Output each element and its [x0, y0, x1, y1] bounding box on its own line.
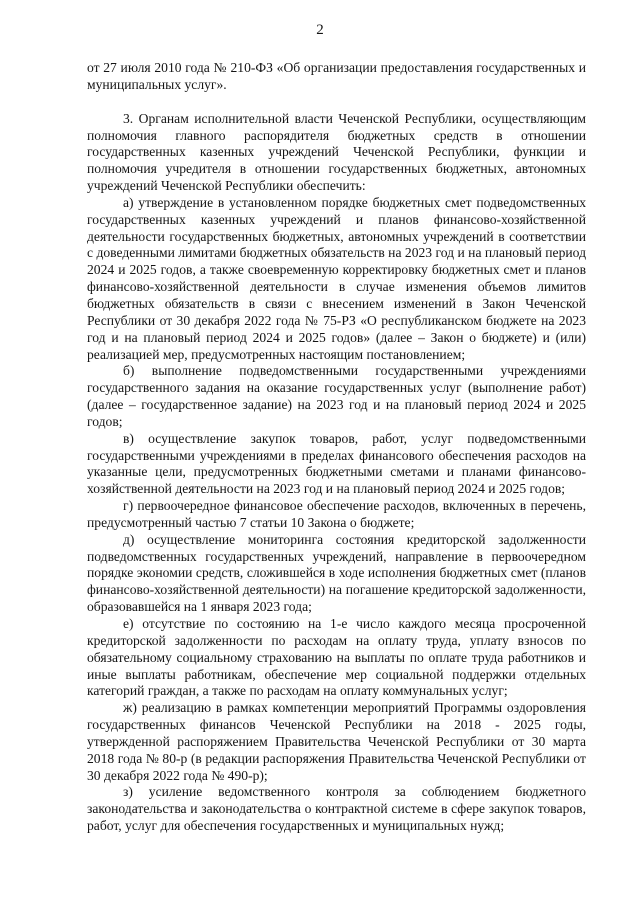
paragraph-item-z: з) усиление ведомственного контроля за соблюдением бюджетного законодательства и законодательства о контрактной системе в сфере закупок товаров, работ, услуг для обеспечения государственных и муниципальных нужд; — [87, 784, 586, 834]
paragraph-item-v: в) осуществление закупок товаров, работ, услуг подведомственными государственными учреждениями в пределах финансового обеспечения расходов на указанные цели, предусмотренных бюджетными сметами и планами финансово-хозяйственной деятельности на 2023 год и на плановый период 2024 и 2025 годов; — [87, 430, 586, 497]
paragraph-item-d: д) осуществление мониторинга состояния кредиторской задолженности подведомственных государственных учреждений, направление в первоочередном порядке экономии средств, сложившейся в ходе исполнения бюджетных смет (планов финансово-хозяйственной деятельности) на погашение кредиторской задолженности, образовавшейся на 1 января 2023 года; — [87, 531, 586, 615]
paragraph-item-b: б) выполнение подведомственными государственными учреждениями государственного задания на оказание государственных услуг (выполнение работ) (далее – государственное задание) на 2023 год и на плановый период 2024 и 2025 годов; — [87, 363, 586, 429]
document-body — [87, 60, 586, 835]
paragraph-item-e: е) отсутствие по состоянию на 1-е число каждого месяца просроченной кредиторской задолженности по расходам на оплату труда, уплату взносов по обязательному социальному страхованию на выплаты по оплате труда работников и иные выплаты работникам, обеспечение мер социальной поддержки отдельных категорий граждан, а также по расходам на оплату коммунальных услуг; — [87, 616, 586, 699]
paragraph-item-a: а) утверждение в установленном порядке бюджетных смет подведомственных государственных казенных учреждений и планов финансово-хозяйственной деятельности государственных бюджетных, автономных учреждений в соответствии с доведенными лимитами бюджетных обязательств на 2023 год и на плановый период 2024 и 2025 годов, а также своевременную корректировку бюджетных смет и планов финансово-хозяйственной деятельности в случае изменения объемов лимитов бюджетных обязательств в связи с внесением изменений в Закон Чеченской Республики от 30 декабря 2022 года № 75-РЗ «О республиканском бюджете на 2023 год и на плановый период 2024 и 2025 годов» (далее – Закон о бюджете) и (или) реализацией мер, предусмотренных настоящим постановлением; — [87, 194, 586, 362]
paragraph-law-reference: от 27 июля 2010 года № 210-ФЗ «Об организации предоставления государственных и муниципальных услуг». — [87, 60, 586, 92]
paragraph-item-zh: ж) реализацию в рамках компетенции мероприятий Программы оздоровления государственных финансов Чеченской Республики на 2018 - 2025 годы, утвержденной распоряжением Правительства Чеченской Республики от 30 марта 2018 года № 80-р (в редакции распоряжения Правительства Чеченской Республики от 30 декабря 2022 года № 490-р); — [87, 700, 586, 783]
paragraph-section-3: 3. Органам исполнительной власти Чеченской Республики, осуществляющим полномочия главного распорядителя бюджетных средств в отношении государственных казенных учреждений Чеченской Республики, функции и полномочия учредителя в отношении государственных бюджетных, автономных учреждений Чеченской Республики обеспечить: — [87, 110, 586, 194]
page-number: 2 — [316, 22, 324, 38]
paragraph-item-g: г) первоочередное финансовое обеспечение расходов, включенных в перечень, предусмотренный частью 7 статьи 10 Закона о бюджете; — [87, 498, 586, 530]
